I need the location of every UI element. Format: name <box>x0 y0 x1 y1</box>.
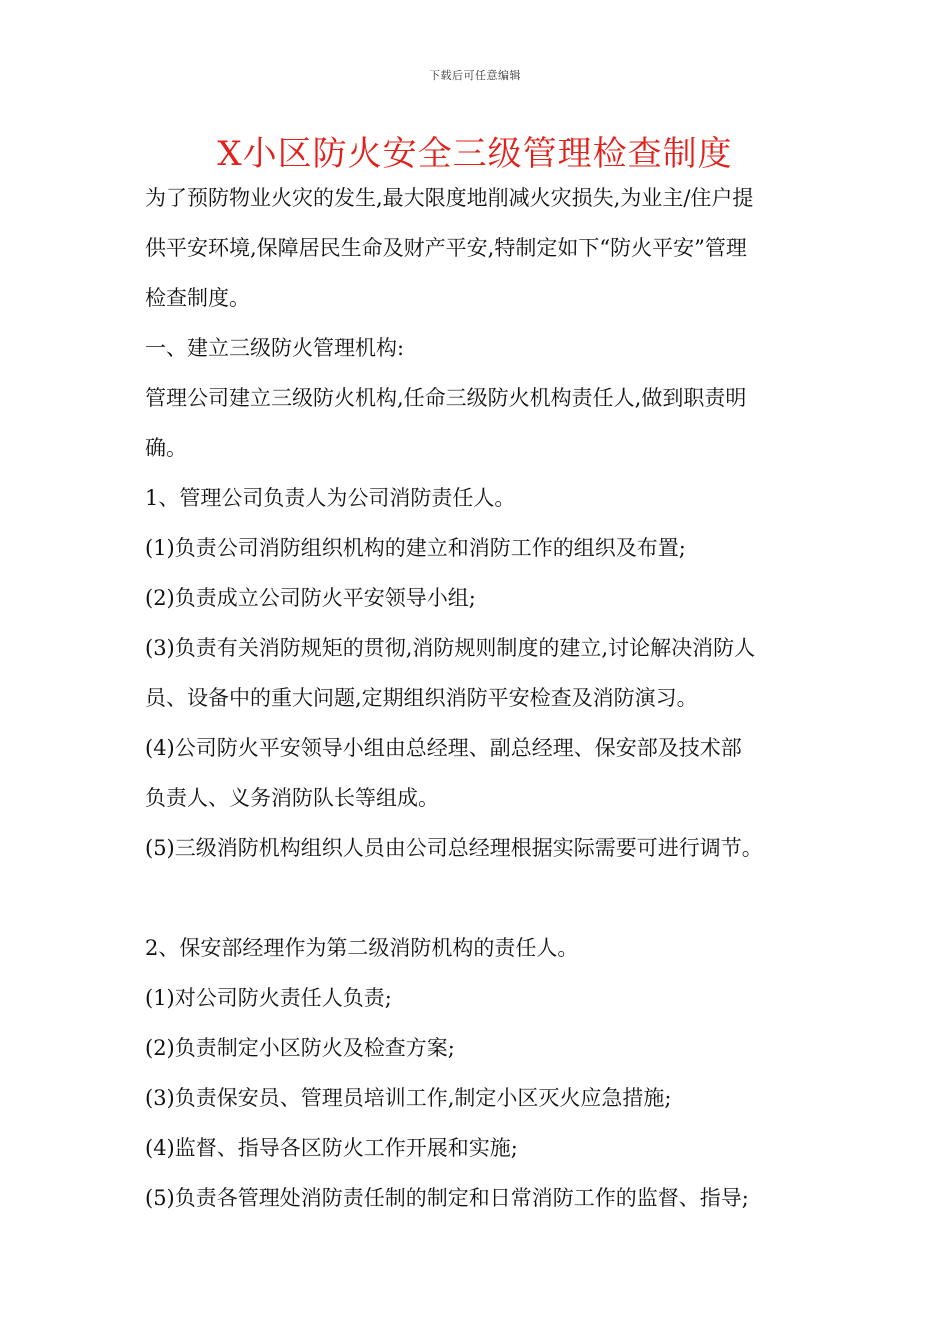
subsection-heading: 2、保安部经理作为第二级消防机构的责任人。 <box>145 936 579 960</box>
list-item: (4)公司防火平安领导小组由总经理、副总经理、保安部及技术部 <box>145 736 742 760</box>
subsection-heading: 1、管理公司负责人为公司消防责任人。 <box>145 486 516 510</box>
list-item: (3)负责有关消防规矩的贯彻,消防规则制度的建立,讨论解决消防人 <box>145 636 756 660</box>
list-item: (1)负责公司消防组织机构的建立和消防工作的组织及布置; <box>145 536 686 560</box>
list-item-continuation: 员、设备中的重大问题,定期组织消防平安检查及消防演习。 <box>145 686 698 710</box>
list-item: (2)负责制定小区防火及检查方案; <box>145 1036 455 1060</box>
body-line: 检查制度。 <box>145 286 250 310</box>
list-item-continuation: 负责人、义务消防队长等组成。 <box>145 786 439 810</box>
body-line: 供平安环境,保障居民生命及财产平安,特制定如下“防火平安”管理 <box>145 236 747 260</box>
body-line: 确。 <box>145 436 187 460</box>
body-line: 为了预防物业火灾的发生,最大限度地削减火灾损失,为业主/住户提 <box>145 186 754 210</box>
document-title: X小区防火安全三级管理检查制度 <box>217 134 733 174</box>
header-note: 下载后可任意编辑 <box>429 69 521 82</box>
list-item: (2)负责成立公司防火平安领导小组; <box>145 586 476 610</box>
body-line: 管理公司建立三级防火机构,任命三级防火机构责任人,做到职责明 <box>145 386 747 410</box>
section-heading: 一、建立三级防火管理机构: <box>145 336 405 360</box>
list-item: (1)对公司防火责任人负责; <box>145 986 392 1010</box>
list-item: (5)负责各管理处消防责任制的制定和日常消防工作的监督、指导; <box>145 1186 749 1210</box>
list-item: (3)负责保安员、管理员培训工作,制定小区灭火应急措施; <box>145 1086 672 1110</box>
list-item: (5)三级消防机构组织人员由公司总经理根据实际需要可进行调节。 <box>145 836 763 860</box>
list-item: (4)监督、指导各区防火工作开展和实施; <box>145 1136 518 1160</box>
